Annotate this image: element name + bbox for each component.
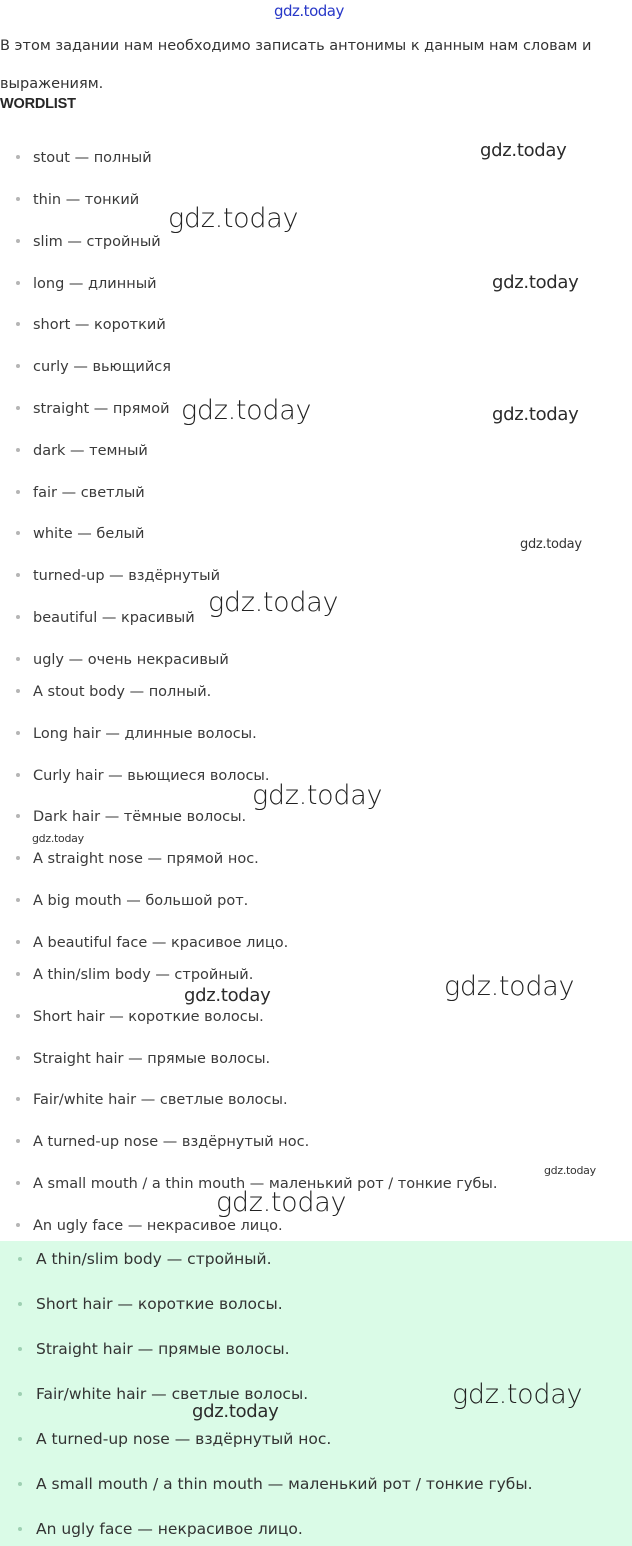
bullet-icon bbox=[16, 573, 20, 577]
list-item-text: stout — полный bbox=[33, 150, 152, 166]
list-item-text: thin — тонкий bbox=[33, 192, 140, 208]
list-item-text: Curly hair — вьющиеся волосы. bbox=[33, 768, 270, 784]
list-item-text: A thin/slim body — стройный. bbox=[36, 1250, 272, 1268]
list-item bbox=[0, 188, 139, 212]
watermark: gdz.today bbox=[32, 832, 84, 845]
watermark: gdz.today bbox=[216, 1187, 347, 1218]
list-item bbox=[0, 313, 166, 337]
bullet-icon bbox=[16, 239, 20, 243]
bullet-icon bbox=[16, 281, 20, 285]
watermark: gdz.today bbox=[184, 985, 271, 1006]
list-item-text: A turned-up nose — вздёрнутый нос. bbox=[33, 1134, 310, 1150]
list-item bbox=[0, 272, 157, 296]
list-item-text: An ugly face — некрасивое лицо. bbox=[36, 1520, 303, 1538]
list-item-text: curly — вьющийся bbox=[33, 359, 171, 375]
list-item bbox=[0, 680, 211, 704]
list-item-text: An ugly face — некрасивое лицо. bbox=[33, 1218, 283, 1234]
bullet-icon bbox=[16, 615, 20, 619]
list-item bbox=[0, 1246, 272, 1272]
bullet-icon bbox=[16, 406, 20, 410]
bullet-icon bbox=[16, 856, 20, 860]
list-item bbox=[0, 648, 229, 672]
bullet-icon bbox=[16, 773, 20, 777]
list-item bbox=[0, 522, 144, 546]
bullet-icon bbox=[18, 1392, 22, 1396]
bullet-icon bbox=[16, 197, 20, 201]
list-item-text: A thin/slim body — стройный. bbox=[33, 967, 254, 983]
list-item-text: A beautiful face — красивое лицо. bbox=[33, 935, 289, 951]
bullet-icon bbox=[16, 155, 20, 159]
watermark: gdz.today bbox=[520, 537, 582, 552]
list-item-text: white — белый bbox=[33, 526, 145, 542]
list-item-text: Fair/white hair — светлые волосы. bbox=[36, 1385, 309, 1403]
list-item-text: A big mouth — большой рот. bbox=[33, 893, 249, 909]
list-item bbox=[0, 764, 269, 788]
list-item bbox=[0, 564, 220, 588]
watermark: gdz.today bbox=[192, 1401, 279, 1422]
bullet-icon bbox=[18, 1437, 22, 1441]
list-item bbox=[0, 481, 145, 505]
bullet-icon bbox=[16, 448, 20, 452]
bullet-icon bbox=[16, 1056, 20, 1060]
list-item-text: straight — прямой bbox=[33, 401, 170, 417]
bullet-icon bbox=[16, 1181, 20, 1185]
list-item bbox=[0, 439, 148, 463]
watermark: gdz.today bbox=[444, 971, 575, 1002]
bullet-icon bbox=[16, 1097, 20, 1101]
list-item bbox=[0, 1336, 290, 1362]
list-item-text: slim — стройный bbox=[33, 234, 161, 250]
list-item bbox=[0, 1471, 533, 1497]
list-item-text: Fair/white hair — светлые волосы. bbox=[33, 1092, 288, 1108]
bullet-icon bbox=[16, 364, 20, 368]
list-item-text: A straight nose — прямой нос. bbox=[33, 851, 259, 867]
list-item-text: turned-up — вздёрнутый bbox=[33, 568, 221, 584]
bullet-icon bbox=[16, 689, 20, 693]
watermark: gdz.today bbox=[181, 395, 312, 426]
bullet-icon bbox=[18, 1482, 22, 1486]
list-item bbox=[0, 397, 170, 421]
list-item bbox=[0, 230, 161, 254]
bullet-icon bbox=[16, 1139, 20, 1143]
list-item-text: Long hair — длинные волосы. bbox=[33, 726, 257, 742]
list-item bbox=[0, 805, 246, 829]
bullet-icon bbox=[16, 814, 20, 818]
bullet-icon bbox=[16, 322, 20, 326]
list-item bbox=[0, 1291, 283, 1317]
list-item bbox=[0, 355, 171, 379]
list-item-text: Dark hair — тёмные волосы. bbox=[33, 809, 247, 825]
watermark: gdz.today bbox=[208, 587, 339, 618]
bullet-icon bbox=[18, 1257, 22, 1261]
list-item-text: dark — темный bbox=[33, 443, 148, 459]
watermark: gdz.today bbox=[544, 1164, 596, 1177]
list-item bbox=[0, 146, 152, 170]
intro-text: В этом задании нам необходимо записать антонимы к данным нам словам и выражениям. bbox=[0, 38, 592, 92]
watermark: gdz.today bbox=[492, 272, 579, 293]
bullet-icon bbox=[16, 1014, 20, 1018]
list-item-text: long — длинный bbox=[33, 276, 157, 292]
list-item-text: Short hair — короткие волосы. bbox=[36, 1295, 283, 1313]
bullet-icon bbox=[18, 1527, 22, 1531]
list-item bbox=[0, 847, 259, 871]
list-item-text: A turned-up nose — вздёрнутый нос. bbox=[36, 1430, 332, 1448]
list-item-text: Short hair — короткие волосы. bbox=[33, 1009, 264, 1025]
bullet-icon bbox=[16, 490, 20, 494]
list-item-text: ugly — очень некрасивый bbox=[33, 652, 229, 668]
list-item bbox=[0, 1130, 309, 1154]
list-item bbox=[0, 889, 248, 913]
list-item-text: A small mouth / a thin mouth — маленький рот / тонкие губы. bbox=[33, 1176, 498, 1192]
list-item-text: Straight hair — прямые волосы. bbox=[36, 1340, 290, 1358]
wordlist-heading: WORDLIST bbox=[0, 96, 76, 112]
list-item-text: Straight hair — прямые волосы. bbox=[33, 1051, 271, 1067]
watermark: gdz.today bbox=[168, 203, 299, 234]
list-item-text: A stout body — полный. bbox=[33, 684, 212, 700]
bullet-icon bbox=[18, 1347, 22, 1351]
bullet-icon bbox=[16, 1223, 20, 1227]
watermark: gdz.today bbox=[452, 1379, 583, 1410]
list-item bbox=[0, 1005, 264, 1029]
list-item bbox=[0, 1516, 303, 1542]
list-item-text: A small mouth / a thin mouth — маленький рот / тонкие губы. bbox=[36, 1475, 533, 1493]
list-item-text: fair — светлый bbox=[33, 485, 145, 501]
list-item-text: short — короткий bbox=[33, 317, 166, 333]
list-item bbox=[0, 1426, 331, 1452]
list-item bbox=[0, 722, 257, 746]
list-item bbox=[0, 1047, 270, 1071]
watermark: gdz.today bbox=[480, 140, 567, 161]
bullet-icon bbox=[16, 972, 20, 976]
bullet-icon bbox=[16, 657, 20, 661]
bullet-icon bbox=[16, 940, 20, 944]
bullet-icon bbox=[16, 731, 20, 735]
bullet-icon bbox=[18, 1302, 22, 1306]
watermark: gdz.today bbox=[252, 780, 383, 811]
bullet-icon bbox=[16, 898, 20, 902]
list-item bbox=[0, 606, 195, 630]
list-item bbox=[0, 931, 288, 955]
bullet-icon bbox=[16, 531, 20, 535]
watermark: gdz.today bbox=[492, 404, 579, 425]
list-item bbox=[0, 1088, 288, 1112]
list-item-text: beautiful — красивый bbox=[33, 610, 195, 626]
site-logo[interactable]: gdz.today bbox=[274, 2, 344, 20]
list-item bbox=[0, 963, 253, 987]
